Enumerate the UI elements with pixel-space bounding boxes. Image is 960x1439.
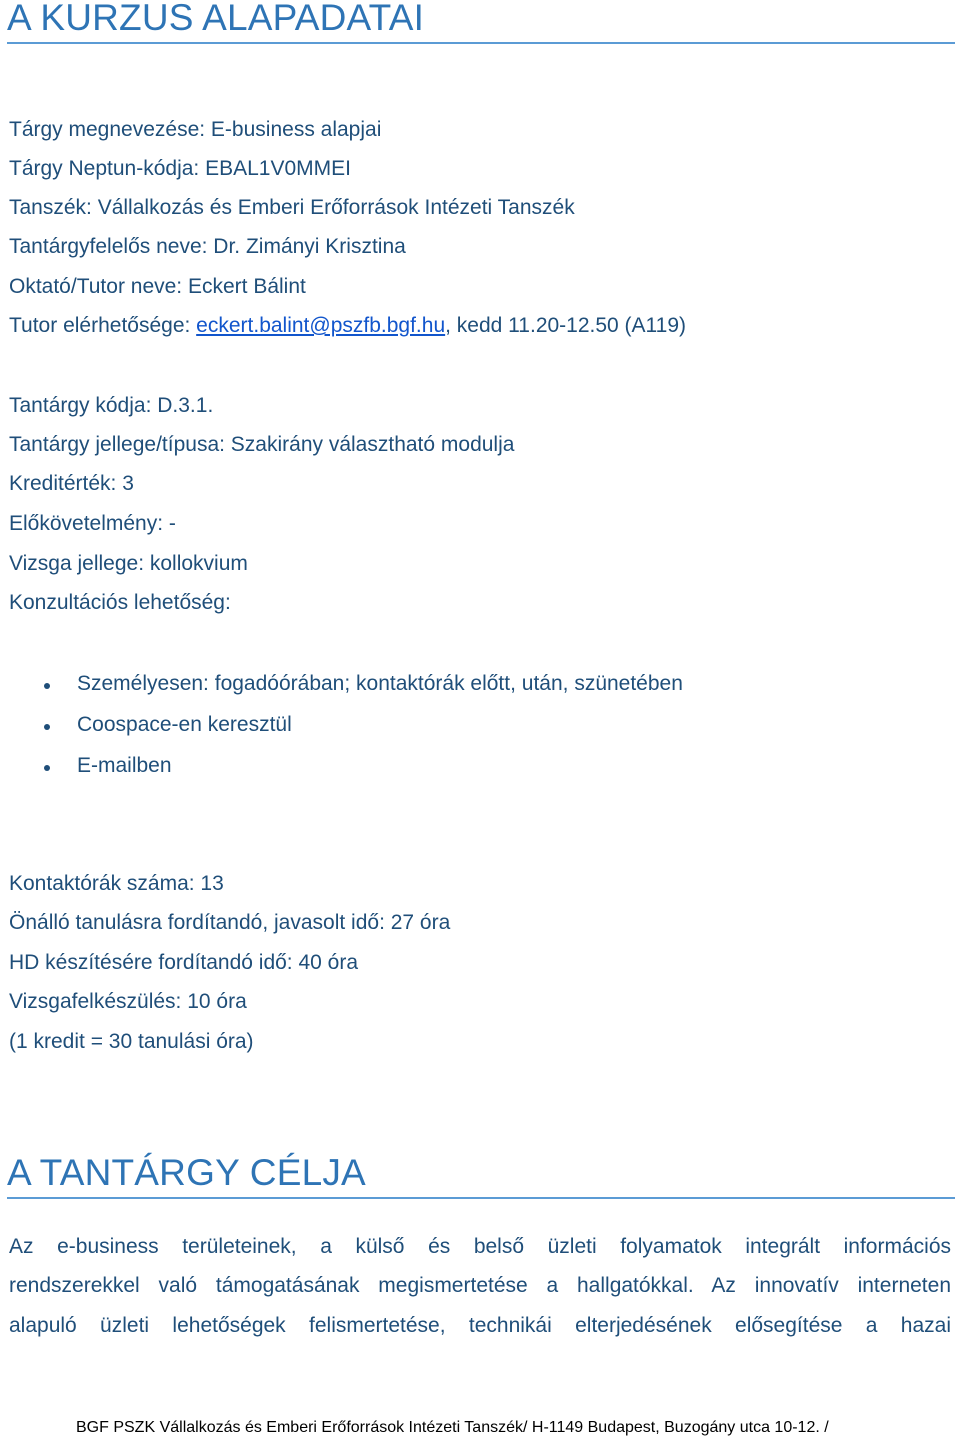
bullet-dot [44, 765, 50, 771]
subject-code-line: Tantárgy kódja: D.3.1. [9, 394, 214, 417]
bullet-dot [44, 724, 50, 730]
consultation-label: Konzultációs lehetőség: [9, 591, 231, 614]
self-study-line: Önálló tanulásra fordítandó, javasolt idő: 27 óra [9, 911, 451, 934]
neptun-code-line: Tárgy Neptun-kódja: EBAL1V0MMEI [9, 157, 351, 180]
tutor-contact-prefix: Tutor elérhetősége: [9, 314, 197, 337]
contact-hours-line: Kontaktórák száma: 13 [9, 872, 224, 895]
credit-line: Kreditérték: 3 [9, 472, 134, 495]
homework-line: HD készítésére fordítandó idő: 40 óra [9, 951, 359, 974]
department-line: Tanszék: Vállalkozás és Emberi Erőforrások Intézeti Tanszék [9, 196, 575, 219]
tutor-name-line: Oktató/Tutor neve: Eckert Bálint [9, 275, 306, 298]
subject-name-line: Tárgy megnevezése: E-business alapjai [9, 118, 382, 141]
goal-paragraph-line: Az e-business területeinek, a külső és belső üzleti folyamatok integrált információs [9, 1235, 951, 1258]
bullet-dot [44, 683, 50, 689]
consultation-item-email: E-mailben [77, 754, 172, 777]
exam-prep-line: Vizsgafelkészülés: 10 óra [9, 990, 247, 1013]
prerequisite-line: Előkövetelmény: - [9, 512, 176, 535]
page-footer: BGF PSZK Vállalkozás és Emberi Erőforrások Intézeti Tanszék/ H-1149 Budapest, Buzogány utca 10-12. / [76, 1419, 829, 1436]
goal-paragraph-line: rendszerekkel való támogatásának megismertetése a hallgatókkal. Az innovatív interneten [9, 1274, 951, 1297]
tutor-contact-line [9, 313, 686, 339]
tutor-email-link[interactable]: eckert.balint@pszfb.bgf.hu [196, 314, 446, 337]
credit-note-line: (1 kredit = 30 tanulási óra) [9, 1030, 254, 1053]
consultation-item-coospace: Coospace-en keresztül [77, 713, 292, 736]
goal-paragraph-line: alapuló üzleti lehetőségek felismertetése, technikái elterjedésének elősegítése a hazai [9, 1314, 951, 1337]
consultation-item-personal: Személyesen: fogadóórában; kontaktórák előtt, után, szünetében [77, 672, 683, 695]
responsible-line: Tantárgyfelelős neve: Dr. Zimányi Krisztina [9, 235, 406, 258]
subject-type-line: Tantárgy jellege/típusa: Szakirány választható modulja [9, 433, 515, 456]
tutor-contact-suffix: , kedd 11.20-12.50 (A119) [445, 314, 687, 337]
section-heading-course-goal: A TANTÁRGY CÉLJA [7, 1153, 955, 1199]
section-heading-course-basics: A KURZUS ALAPADATAI [7, 0, 955, 44]
exam-type-line: Vizsga jellege: kollokvium [9, 552, 248, 575]
